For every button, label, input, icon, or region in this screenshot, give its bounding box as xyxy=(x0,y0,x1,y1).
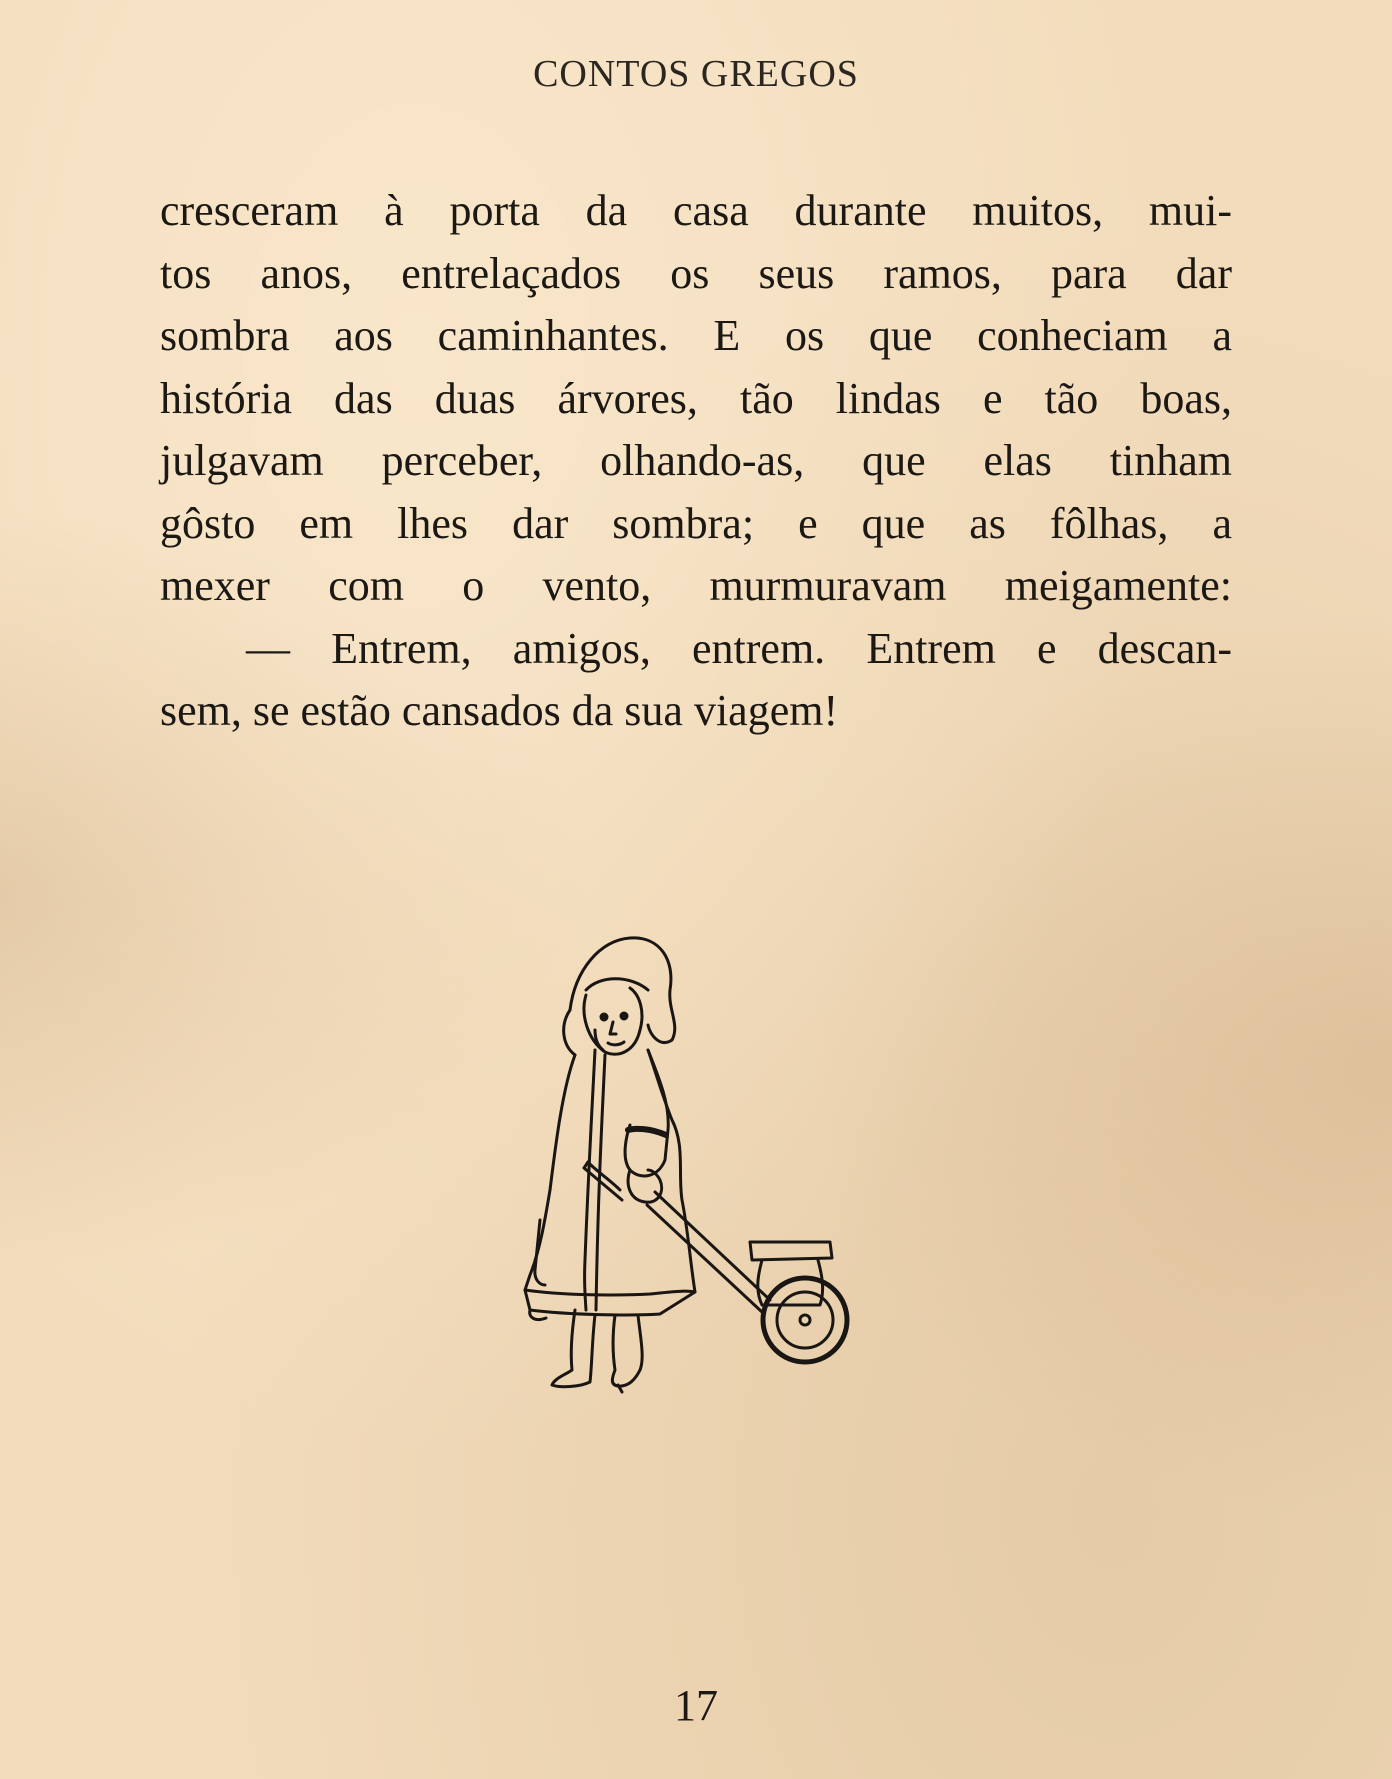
running-head: CONTOS GREGOS xyxy=(533,53,859,95)
text-line: — Entrem, amigos, entrem. Entrem e descan- xyxy=(246,623,1232,673)
text-line: mexer com o vento, murmuravam meigamente: xyxy=(160,561,1232,610)
text-line: sem, se estão cansados da sua viagem! xyxy=(160,686,839,735)
page-number: 17 xyxy=(674,1681,718,1730)
text-line: história das duas árvores, tão lindas e tão boas, xyxy=(160,373,1232,423)
text-line: gôsto em lhes dar sombra; e que as fôlhas, a xyxy=(160,498,1232,548)
text-line: cresceram à porta da casa durante muitos, mui- xyxy=(160,186,1232,235)
text-line: tos anos, entrelaçados os seus ramos, para dar xyxy=(160,248,1232,298)
text-line: julgavam perceber, olhando-as, que elas tinham xyxy=(160,436,1232,485)
text-line: sombra aos caminhantes. E os que conheciam a xyxy=(160,311,1232,360)
body-text xyxy=(160,180,1232,743)
child-with-cart-illustration xyxy=(500,930,890,1420)
